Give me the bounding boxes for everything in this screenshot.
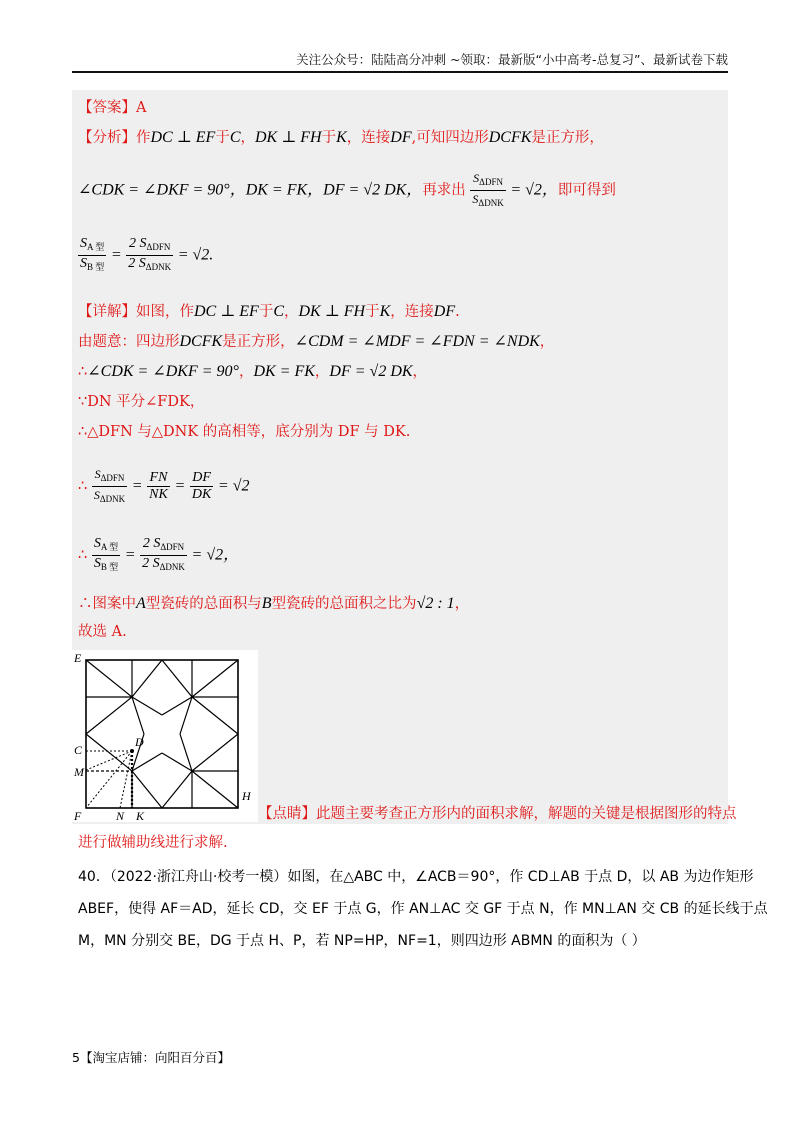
detail-label: 【详解】 — [78, 304, 136, 320]
question-line-1: 40．（2022·浙江舟山·校考一模）如图，在△ABC 中，∠ACB＝90°，作 CD⊥AB 于点 D，以 AB 为边作矩形 — [78, 869, 754, 885]
page-footer: 5【淘宝店铺：向阳百分百】 — [72, 1050, 230, 1065]
analysis-text: ,可知四边形 — [411, 130, 489, 146]
analysis-text: 于 — [215, 130, 230, 146]
analysis-text: 是正方形， — [531, 130, 604, 146]
analysis-line-3: $\frac{S_{A 型}}{S_{B 型}}$ = $\frac{2 S_{\Delta DFN}}{2 S_{\Delta DNK}}$ = √2. — [78, 236, 213, 275]
detail-line-7: ∴ $\frac{S_{A 型}}{S_{B 型}}$ = $\frac{2 S_{\Delta DFN}}{2 S_{\Delta DNK}}$ = √2， — [78, 536, 240, 572]
label-H: H — [242, 789, 251, 803]
fraction: $\frac{S_{A 型}}{S_{B 型}}$ — [80, 236, 105, 272]
label-F: F — [74, 809, 82, 822]
question-line-3: M，MN 分别交 BE，DG 于点 H、P，若 NP=HP，NF=1，则四边形 ABMN 的面积为（ ） — [78, 933, 646, 949]
analysis-math: DF — [390, 129, 412, 146]
analysis-text: 即可得到 — [557, 182, 616, 199]
analysis-math: ∠CDK = ∠DKF = 90°，DK = FK，DF = √2 DK， — [78, 181, 423, 199]
analysis-math: DCFK — [488, 129, 532, 146]
detail-line-2: 由题意：四边形DCFK是正方形，∠CDM = ∠MDF = ∠FDN = ∠NDK， — [78, 333, 555, 350]
detail-line-5: ∴△DFN 与△DNK 的高相等，底分别为 DF 与 DK. — [78, 424, 411, 440]
analysis-math: = √2， — [510, 181, 558, 199]
detail-line-4: ∵DN 平分∠FDK， — [78, 394, 205, 410]
analysis-math: C — [229, 129, 241, 146]
detail-line-1: 【详解】如图，作DC ⊥ EF于C，DK ⊥ FH于K，连接DF. — [78, 303, 460, 320]
analysis-line-1 — [78, 128, 604, 148]
comment-label: 【点睛】 — [258, 806, 316, 822]
fraction: $\frac{S_{\Delta DFN}}{S_{\Delta DNK}}$ — [472, 171, 504, 208]
analysis-text: 作 — [136, 130, 151, 146]
analysis-math: = √2. — [177, 246, 214, 264]
analysis-math: DK ⊥ FH — [255, 129, 322, 146]
analysis-text: 于 — [321, 130, 337, 146]
label-K: K — [136, 809, 145, 822]
label-C: C — [74, 743, 83, 757]
detail-line-9: 故选 A. — [78, 624, 127, 640]
page-header: 关注公众号：陆陆高分冲刺 ~领取：最新版“小中高考-总复习”、最新试卷下载 — [296, 52, 728, 67]
tile-pattern-diagram — [72, 650, 258, 822]
label-N: N — [116, 809, 125, 822]
analysis-line-2 — [78, 170, 616, 211]
geometry-figure — [72, 650, 258, 822]
detail-line-3: ∴∠CDK = ∠DKF = 90°，DK = FK，DF = √2 DK， — [78, 363, 428, 380]
analysis-math: K — [336, 129, 347, 146]
detail-line-8: ∴图案中A型瓷砖的总面积与B型瓷砖的总面积之比为√2 : 1， — [78, 595, 470, 612]
analysis-text: ， — [240, 130, 255, 146]
header-rule — [72, 71, 728, 73]
detail-line-6: ∴ $\frac{S_{\Delta DFN}}{S_{\Delta DNK}}$ = $\frac{FN}{NK}$ = $\frac{DF}{DK}$ = √2 — [78, 467, 250, 504]
label-M: M — [74, 765, 84, 779]
analysis-text: ，连接 — [346, 130, 391, 146]
label-E: E — [74, 651, 82, 665]
fraction: $\frac{2 S_{\Delta DFN}}{2 S_{\Delta DNK}}$ — [128, 236, 172, 272]
analysis-text: 再求出 — [422, 182, 466, 199]
answer-line — [78, 98, 146, 118]
comment-line-1: 【点睛】此题主要考查正方形内的面积求解，解题的关键是根据图形的特点 — [258, 806, 737, 822]
answer-label: 【答案】 — [78, 100, 136, 116]
answer-value: A — [136, 100, 147, 116]
comment-line-2: 进行做辅助线进行求解. — [78, 835, 228, 851]
label-D: D — [135, 735, 144, 749]
analysis-math: DC ⊥ EF — [150, 129, 216, 146]
question-line-2: ABEF，使得 AF＝AD，延长 CD，交 EF 于点 G，作 AN⊥AC 交 GF 于点 N，作 MN⊥AN 交 CB 的延长线于点 — [78, 901, 768, 917]
analysis-label: 【分析】 — [78, 130, 136, 146]
